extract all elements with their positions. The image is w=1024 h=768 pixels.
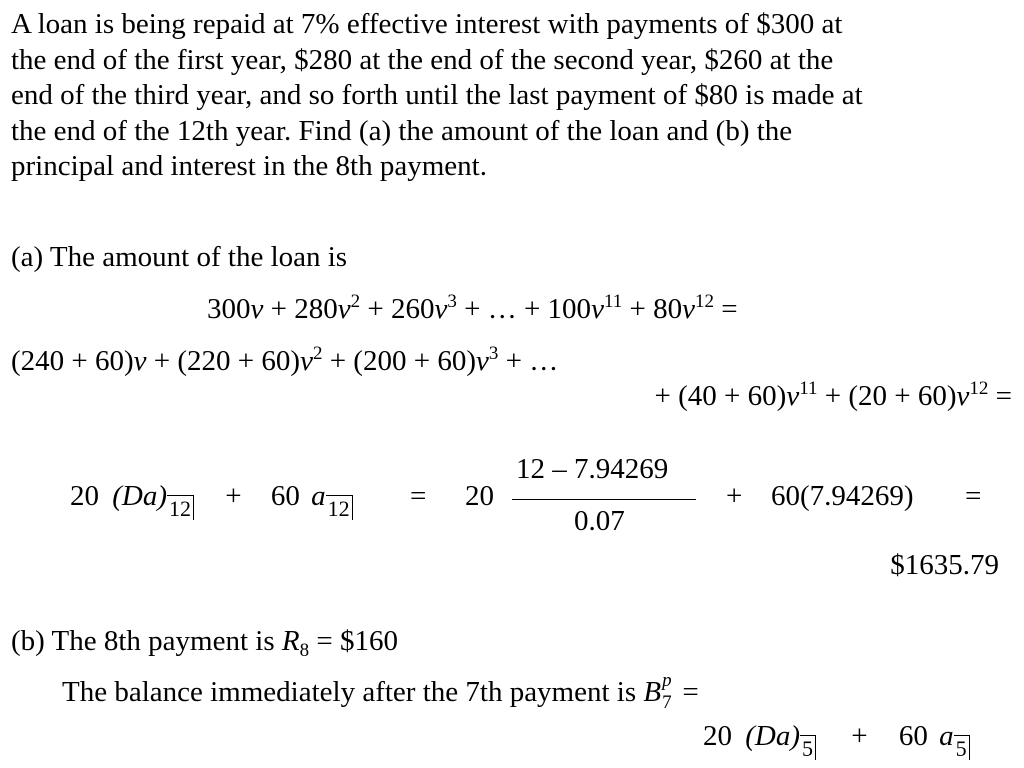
angle-n-5: 5 <box>954 738 970 760</box>
fraction-numerator: 12 – 7.94269 <box>516 453 669 485</box>
equals-sign: = <box>410 480 427 512</box>
part-b-balance: The balance immediately after the 7th payment is B p 7 = <box>62 670 699 713</box>
plus-sign: + <box>726 480 743 512</box>
problem-line: the end of the 12th year. Find (a) the amount of the loan and (b) the <box>11 114 793 147</box>
fraction-denominator: 0.07 <box>574 505 625 537</box>
part-a-intro: (a) The amount of the loan is <box>11 241 348 273</box>
equals-sign: = <box>965 480 982 512</box>
equation-split-continued: + $(40 + 60)v^{11} + (20 + 60)v^{12}$ = <box>654 378 1012 412</box>
coefficient: 20 <box>465 480 494 512</box>
loan-amount-result: $1635.79 <box>890 549 999 581</box>
annuity-term: 60(7.94269) <box>771 480 914 512</box>
problem-line: the end of the first year, $280 at the end of the second year, $260 at the <box>11 43 834 76</box>
equation-series: $300v + 280v^2 + 260v^3$ + … + $100v^{11} + 80v^{12}$ = <box>207 291 738 325</box>
problem-line: end of the third year, and so forth until the last payment of $80 is made at <box>11 79 863 111</box>
problem-line: principal and interest in the 8th payment. <box>11 150 487 182</box>
angle-n-5: 5 <box>800 738 816 760</box>
part-b-payment: (b) The 8th payment is $R_8$ = $160 <box>11 625 398 661</box>
angle-n-12: 12 <box>167 498 194 520</box>
balance-expression: 20 (Da)5 + 60 a5 <box>703 722 970 760</box>
problem-statement <box>11 7 1021 185</box>
equation-split: $(240 + 60)v + (220 + 60)v^2 + (200 + 60)v^3$ + … <box>11 343 559 377</box>
problem-line: A loan is being repaid at 7% effective interest with payments of $300 at <box>11 8 843 40</box>
angle-n-12: 12 <box>326 498 353 520</box>
annuity-expression: 20 (Da)12 + 60 a12 <box>70 482 353 520</box>
fraction-bar <box>512 499 696 500</box>
